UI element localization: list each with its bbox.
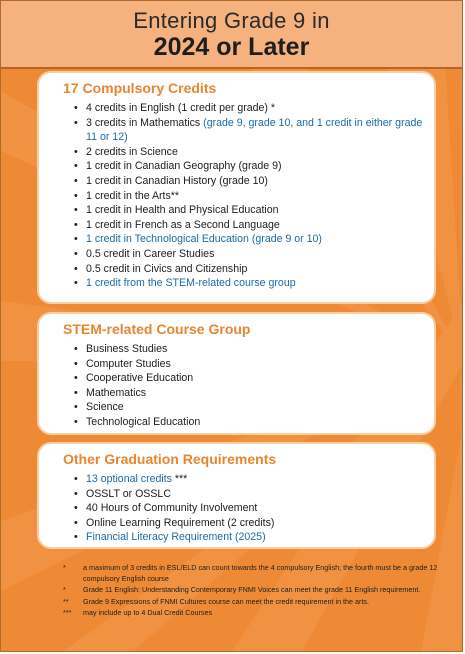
item-highlight-text: 1 credit from the STEM-related course group: [86, 277, 296, 290]
item-text: 1 credit in Canadian Geography (grade 9): [86, 160, 282, 173]
bullet-icon: •: [74, 145, 78, 158]
bullet-icon: •: [74, 102, 78, 114]
list-item: [71, 530, 426, 545]
bullet-icon: •: [74, 386, 78, 399]
item-text: OSSLT or OSSLC: [86, 487, 171, 500]
list-item: [71, 472, 426, 487]
footnote: [63, 562, 448, 584]
list-item: [71, 415, 426, 430]
list-item: [71, 386, 426, 401]
bullet-icon: •: [74, 204, 78, 217]
bullet-icon: •: [74, 516, 78, 529]
list-item: [71, 174, 426, 189]
bullet-icon: •: [74, 160, 78, 173]
footnote: [63, 584, 448, 595]
item-text: 1 credit in Health and Physical Education: [86, 204, 279, 217]
list-item: [71, 116, 426, 145]
list-item: [71, 342, 426, 357]
bullet-icon: •: [74, 415, 78, 428]
list-item: [71, 487, 426, 502]
footnote-marker: *: [63, 563, 66, 572]
list-item: [71, 232, 426, 247]
list-item: [71, 516, 426, 531]
stem-course-list: [71, 342, 426, 430]
item-text: Business Studies: [86, 343, 168, 355]
footnote: [63, 596, 448, 607]
list-item: [71, 371, 426, 386]
list-item: [71, 218, 426, 233]
section-heading: 17 Compulsory Credits: [63, 80, 217, 96]
title-banner: [1, 1, 462, 69]
list-item: [71, 276, 426, 291]
item-highlight-text: Financial Literacy Requirement (2025): [86, 531, 266, 544]
bullet-icon: •: [74, 487, 78, 500]
list-item: [71, 101, 426, 116]
list-item: [71, 400, 426, 415]
bullet-icon: •: [74, 372, 78, 385]
section-heading: STEM-related Course Group: [63, 321, 251, 337]
item-text: 1 credit in Canadian History (grade 10): [86, 174, 268, 187]
list-item: [71, 203, 426, 218]
page-title-line2: 2024 or Later: [153, 33, 310, 61]
bullet-icon: •: [74, 218, 78, 231]
bullet-icon: •: [74, 401, 78, 414]
bullet-icon: •: [74, 116, 78, 129]
compulsory-credits-card: [37, 71, 436, 304]
list-item: [71, 501, 426, 516]
item-text: Online Learning Requirement (2 credits): [86, 516, 275, 529]
list-item: [71, 247, 426, 262]
item-suffix: ***: [171, 473, 188, 485]
item-highlight-text: 1 credit in Technological Education (grade 9 or 10): [86, 233, 322, 246]
footnote-marker: **: [63, 596, 69, 606]
footnote-marker: *: [63, 585, 66, 595]
footnote-marker: ***: [63, 607, 72, 617]
item-text: 2 credits in Science: [86, 145, 178, 158]
bullet-icon: •: [74, 502, 78, 515]
section-heading: Other Graduation Requirements: [63, 451, 277, 467]
item-text: 0.5 credit in Civics and Citizenship: [86, 262, 248, 275]
page-title-line1: Entering Grade 9 in: [133, 8, 330, 33]
item-text: Mathematics: [86, 386, 147, 399]
other-requirements-list: [71, 472, 426, 545]
item-text: 0.5 credit in Career Studies: [86, 247, 215, 260]
footnote-text: Grade 11 English: Understanding Contemporary FNMI Voices can meet the grade 11 English requirement.: [83, 585, 421, 595]
list-item: [71, 159, 426, 174]
bullet-icon: •: [74, 233, 78, 246]
item-text: 40 Hours of Community Involvement: [86, 502, 258, 515]
footnote-text: a maximum of 3 credits in ESL/ELD can count towards the 4 compulsory English; the fourth must be a grade 12 compulsory English course: [83, 563, 438, 584]
list-item: [71, 357, 426, 372]
stem-group-card: [37, 312, 436, 435]
footnote-text: Grade 9 Expressions of FNMI Cultures course can meet the credit requirement in the arts.: [83, 596, 370, 606]
bullet-icon: •: [74, 473, 78, 485]
item-text: 4 credits in English (1 credit per grade) *: [86, 102, 276, 114]
bullet-icon: •: [74, 247, 78, 260]
item-highlight-text: 13 optional credits: [86, 473, 172, 485]
bullet-icon: •: [74, 357, 78, 370]
item-text: Cooperative Education: [86, 372, 194, 385]
bullet-icon: •: [74, 343, 78, 355]
item-text: Computer Studies: [86, 357, 171, 370]
item-highlight-text: (grade 9, grade 10, and 1 credit in either grade 11 or 12): [86, 116, 423, 144]
footnote-text: may include up to 4 Dual Credit Courses: [83, 607, 213, 617]
bullet-icon: •: [74, 262, 78, 275]
other-requirements-card: [37, 442, 436, 549]
bullet-icon: •: [74, 277, 78, 290]
footnote: [63, 607, 448, 618]
compulsory-credits-list: [71, 101, 426, 291]
item-text: 1 credit in the Arts**: [86, 189, 180, 202]
list-item: [71, 145, 426, 160]
item-text: Technological Education: [86, 415, 201, 428]
item-text: 1 credit in French as a Second Language: [86, 218, 280, 231]
bullet-icon: •: [74, 174, 78, 187]
item-text: 3 credits in Mathematics: [86, 116, 204, 129]
list-item: [71, 189, 426, 204]
bullet-icon: •: [74, 189, 78, 202]
item-text: Science: [86, 401, 124, 414]
footnotes: [63, 562, 448, 618]
bullet-icon: •: [74, 531, 78, 544]
list-item: [71, 262, 426, 277]
